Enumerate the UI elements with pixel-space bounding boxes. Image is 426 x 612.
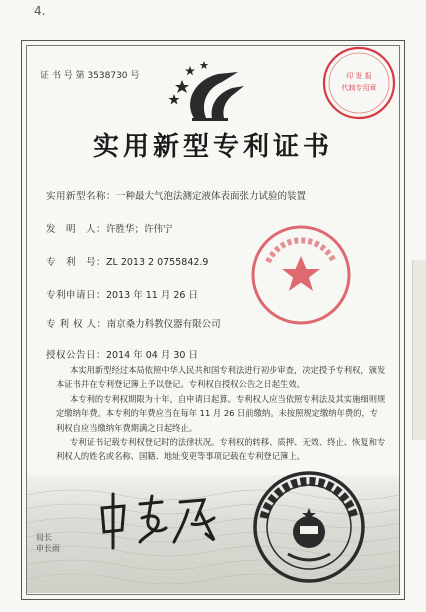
certificate-number: 证 书 号 第 3538730 号 bbox=[40, 71, 140, 81]
small-red-stamp bbox=[320, 44, 398, 126]
field-value: 许胜华；许伟宁 bbox=[106, 224, 173, 235]
field-value: 南京桑力科教仪器有限公司 bbox=[106, 319, 221, 330]
field-label: 授权公告日： bbox=[46, 350, 107, 361]
page-edge bbox=[412, 260, 426, 440]
field-label: 发 明 人： bbox=[46, 224, 107, 235]
field-value: 2013 年 11 月 26 日 bbox=[106, 290, 198, 301]
inventor-field bbox=[46, 221, 173, 235]
field-label: 专利申请日： bbox=[46, 290, 107, 301]
director-signature bbox=[96, 490, 226, 556]
patent-number-field bbox=[46, 254, 208, 268]
national-seal bbox=[250, 468, 368, 590]
svg-text:印 发 报: 印 发 报 bbox=[346, 72, 372, 80]
director-name: 申长雨 bbox=[36, 544, 60, 553]
field-label: 实用新型名称： bbox=[46, 191, 117, 202]
body-paragraph: 专利证书记载专利权登记时的法律状况。专利权的转移、质押、无效、终止、恢复和专利权人的姓名或名称、国籍、地址变更等事项记载在专利登记簿上。 bbox=[56, 437, 386, 462]
field-value: ZL 2013 2 0755842.9 bbox=[106, 257, 209, 268]
corner-mark: 4. bbox=[34, 4, 46, 18]
grant-date-field bbox=[46, 347, 198, 361]
sipo-emblem-icon bbox=[164, 58, 248, 124]
field-label: 专 利 号： bbox=[46, 257, 107, 268]
body-paragraph: 本专利的专利权期限为十年，自申请日起算。专利权人应当依照专利法及其实施细则规定缴纳年费。本专利的年费应当在每年 11 月 26 日前缴纳。未按照规定缴纳年费的，专利权自应当缴纳年费期满之日起终止。 bbox=[56, 393, 386, 433]
filing-date-field bbox=[46, 287, 198, 301]
certificate-body bbox=[56, 363, 386, 464]
utility-model-name-field bbox=[46, 188, 306, 202]
field-value: 一种最大气泡法测定液体表面张力试验的装置 bbox=[116, 191, 307, 202]
director-label bbox=[36, 532, 60, 554]
body-paragraph: 本实用新型经过本局依照中华人民共和国专利法进行初步审查，决定授予专利权，颁发本证书并在专利登记簿上予以登记。专利权自授权公告之日起生效。 bbox=[56, 365, 386, 390]
director-title: 局长 bbox=[36, 533, 52, 542]
svg-text:代制专用章: 代制专用章 bbox=[341, 84, 377, 92]
patentee-field bbox=[46, 316, 221, 330]
official-red-stamp bbox=[248, 222, 354, 332]
field-label: 专 利 权 人： bbox=[46, 319, 107, 330]
field-value: 2014 年 04 月 30 日 bbox=[106, 350, 198, 361]
certificate-title: 实用新型专利证书 bbox=[92, 132, 333, 162]
